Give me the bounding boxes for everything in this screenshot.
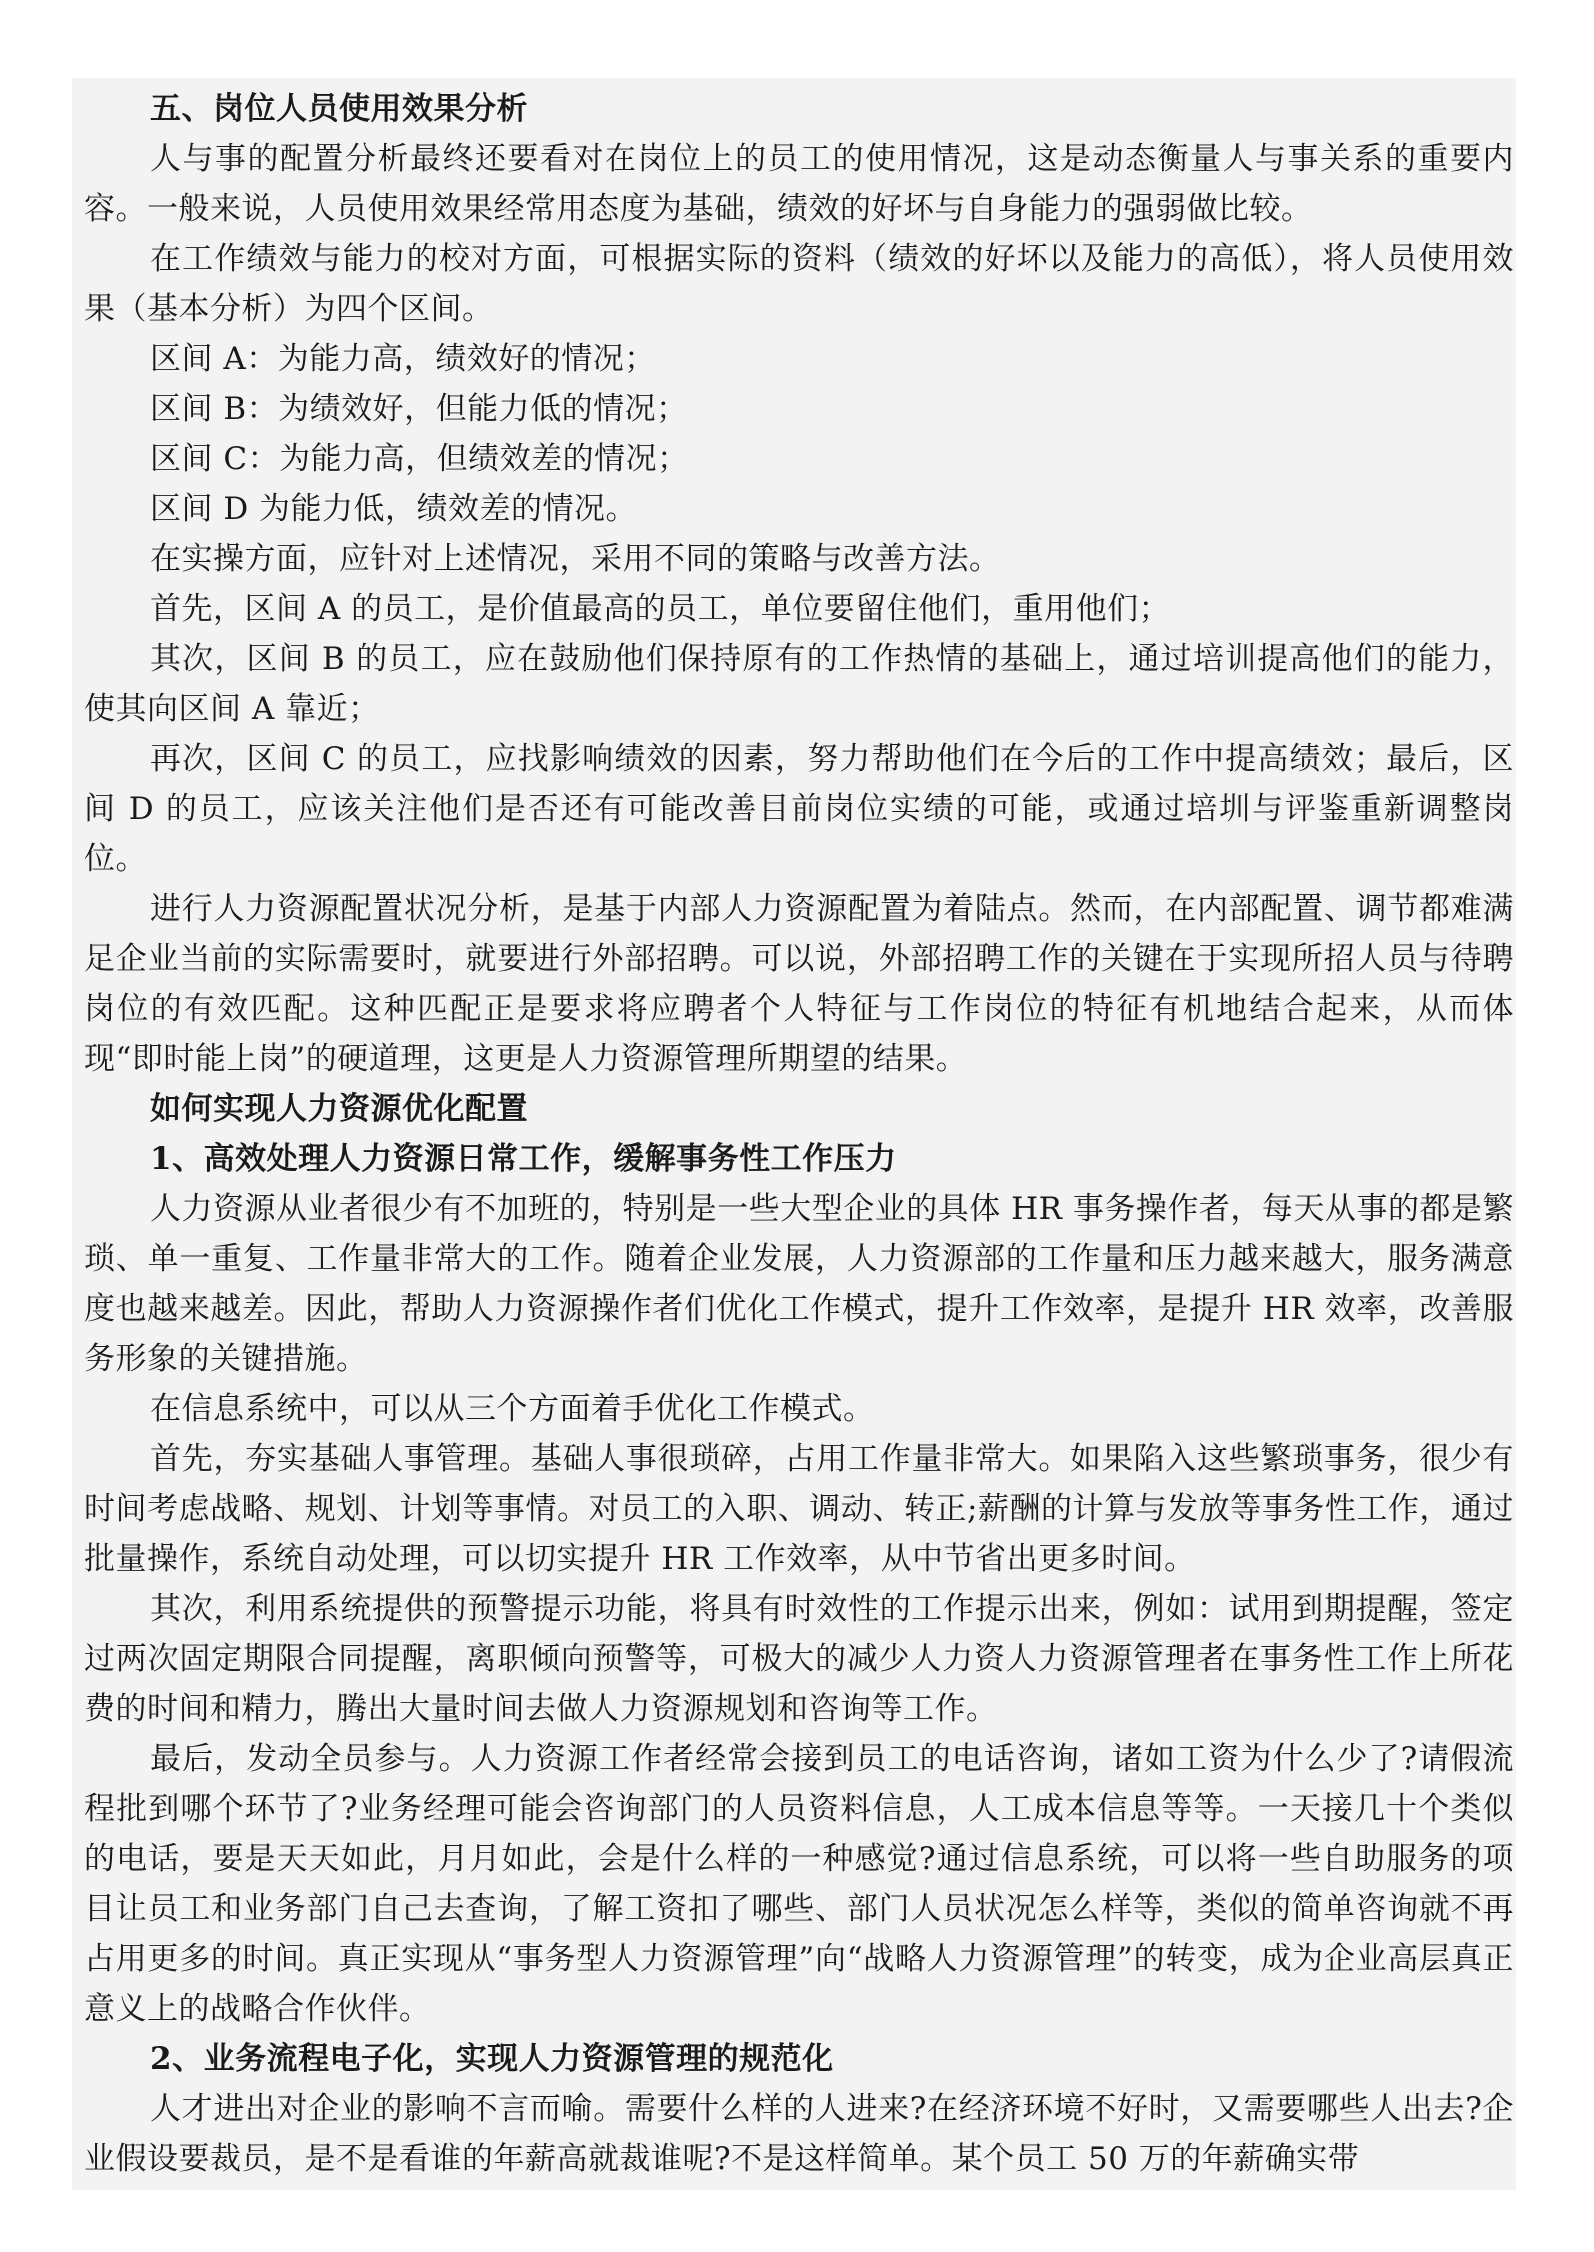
body-paragraph: 再次，区间 C 的员工，应找影响绩效的因素，努力帮助他们在今后的工作中提高绩效；最后，区间 D 的员工，应该关注他们是否还有可能改善目前岗位实绩的可能，或通过培圳与评鉴重新调整岗位。 (84, 741, 1514, 877)
section-heading: 如何实现人力资源优化配置 (150, 1091, 528, 1127)
section-heading: 五、岗位人员使用效果分析 (150, 91, 528, 127)
section-heading: 2、业务流程电子化，实现人力资源管理的规范化 (150, 2041, 834, 2077)
body-paragraph: 人才进出对企业的影响不言而喻。需要什么样的人进来?在经济环境不好时，又需要哪些人出去?企业假设要裁员，是不是看谁的年薪高就裁谁呢?不是这样简单。某个员工 50 万的年薪确实带 (84, 2091, 1514, 2177)
body-paragraph: 区间 D 为能力低，绩效差的情况。 (150, 491, 638, 527)
body-paragraph: 首先，夯实基础人事管理。基础人事很琐碎，占用工作量非常大。如果陷入这些繁琐事务，很少有时间考虑战略、规划、计划等事情。对员工的入职、调动、转正;薪酬的计算与发放等事务性工作，通过批量操作，系统自动处理，可以切实提升 HR 工作效率，从中节省出更多时间。 (84, 1441, 1514, 1577)
body-paragraph: 在实操方面，应针对上述情况，采用不同的策略与改善方法。 (150, 541, 1001, 577)
body-paragraph: 在工作绩效与能力的校对方面，可根据实际的资料（绩效的好坏以及能力的高低），将人员使用效果（基本分析）为四个区间。 (84, 241, 1514, 327)
body-paragraph: 人与事的配置分析最终还要看对在岗位上的员工的使用情况，这是动态衡量人与事关系的重要内容。一般来说，人员使用效果经常用态度为基础，绩效的好坏与自身能力的强弱做比较。 (84, 141, 1514, 227)
body-paragraph: 人力资源从业者很少有不加班的，特别是一些大型企业的具体 HR 事务操作者，每天从事的都是繁琐、单一重复、工作量非常大的工作。随着企业发展，人力资源部的工作量和压力越来越大，服务满意度也越来越差。因此，帮助人力资源操作者们优化工作模式，提升工作效率，是提升 HR 效率，改善服务形象的关键措施。 (84, 1191, 1514, 1377)
body-paragraph: 其次，利用系统提供的预警提示功能，将具有时效性的工作提示出来，例如：试用到期提醒，签定过两次固定期限合同提醒，离职倾向预警等，可极大的减少人力资人力资源管理者在事务性工作上所花费的时间和精力，腾出大量时间去做人力资源规划和咨询等工作。 (84, 1591, 1514, 1727)
body-paragraph: 区间 A：为能力高，绩效好的情况； (150, 341, 656, 377)
body-paragraph: 最后，发动全员参与。人力资源工作者经常会接到员工的电话咨询，诸如工资为什么少了?请假流程批到哪个环节了?业务经理可能会咨询部门的人员资料信息，人工成本信息等等。一天接几十个类似的电话，要是天天如此，月月如此，会是什么样的一种感觉?通过信息系统，可以将一些自助服务的项目让员工和业务部门自己去查询，了解工资扣了哪些、部门人员状况怎么样等，类似的简单咨询就不再占用更多的时间。真正实现从“事务型人力资源管理”向“战略人力资源管理”的转变，成为企业高层真正意义上的战略合作伙伴。 (84, 1741, 1514, 2027)
document-body (84, 84, 1514, 2184)
body-paragraph: 其次，区间 B 的员工，应在鼓励他们保持原有的工作热情的基础上，通过培训提高他们的能力，使其向区间 A 靠近； (84, 641, 1514, 727)
body-paragraph: 进行人力资源配置状况分析，是基于内部人力资源配置为着陆点。然而，在内部配置、调节都难满足企业当前的实际需要时，就要进行外部招聘。可以说，外部招聘工作的关键在于实现所招人员与待聘岗位的有效匹配。这种匹配正是要求将应聘者个人特征与工作岗位的特征有机地结合起来，从而体现“即时能上岗”的硬道理，这更是人力资源管理所期望的结果。 (84, 891, 1514, 1077)
body-paragraph: 区间 C：为能力高，但绩效差的情况； (150, 441, 689, 477)
body-paragraph: 在信息系统中，可以从三个方面着手优化工作模式。 (150, 1391, 875, 1427)
body-paragraph: 区间 B：为绩效好，但能力低的情况； (150, 391, 688, 427)
body-paragraph: 首先，区间 A 的员工，是价值最高的员工，单位要留住他们，重用他们； (150, 591, 1171, 627)
section-heading: 1、高效处理人力资源日常工作，缓解事务性工作压力 (150, 1141, 897, 1177)
